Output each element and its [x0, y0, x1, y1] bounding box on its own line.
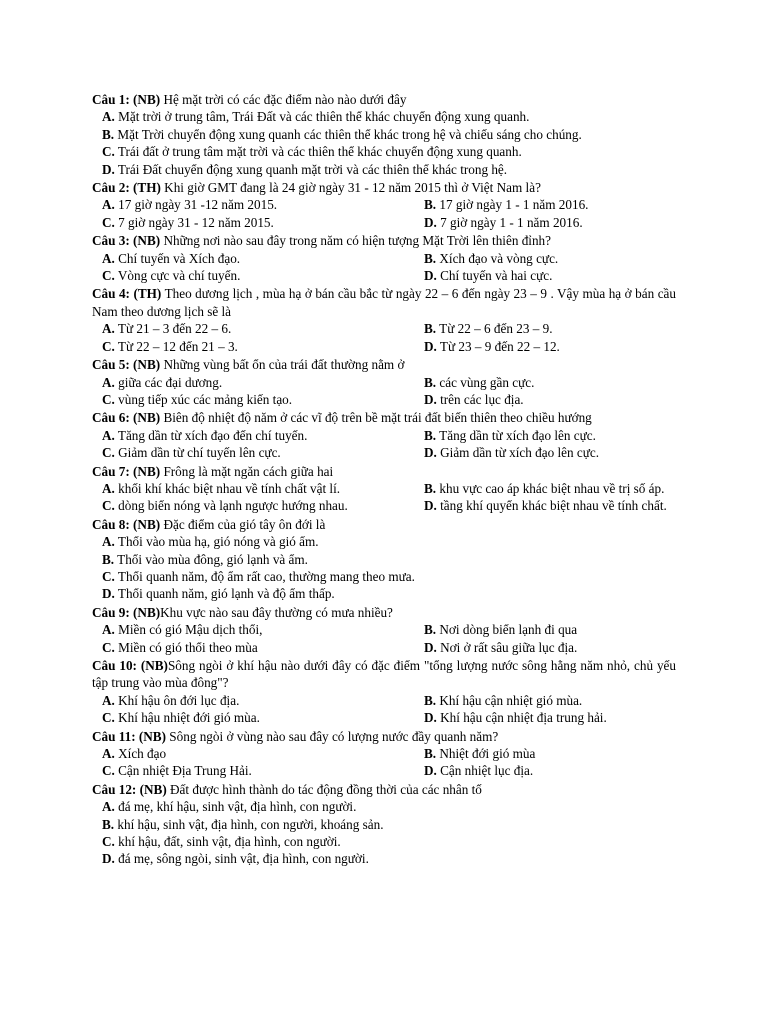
question-label: Câu 9: (NB) [92, 604, 161, 620]
option-b: B. khí hậu, sinh vật, địa hình, con người, khoáng sản. [102, 816, 384, 832]
option-c: C. Vòng cực và chí tuyến. [102, 268, 241, 284]
question-label: Câu 8: (NB) [92, 516, 161, 532]
option-d: D. tầng khí quyển khác biệt nhau về tính chất. [424, 498, 667, 514]
question-label: Câu 10: (NB) [92, 658, 168, 673]
question-3 [92, 232, 676, 284]
question-text: Sông ngòi ở khí hậu nào dưới đây có đặc điểm "tổng lượng nước sông hằng năm nhỏ, chủ yếu tập trung vào mùa đông"? [92, 658, 676, 691]
option-c: C. vùng tiếp xúc các mảng kiến tạo. [102, 391, 293, 407]
question-text: Đất được hình thành do tác động đồng thời của các nhân tố [170, 781, 482, 797]
option-d: D. Thổi quanh năm, gió lạnh và độ ẩm thấp. [102, 586, 335, 602]
question-label: Câu 12: (NB) [92, 781, 167, 797]
question-label: Câu 7: (NB) [92, 463, 161, 479]
question-2 [92, 179, 676, 231]
option-b: B. khu vực cao áp khác biệt nhau về trị số áp. [424, 480, 665, 496]
option-a: A. Miền có gió Mậu dịch thổi, [102, 622, 263, 638]
option-a: A. đá mẹ, khí hậu, sinh vật, địa hình, con người. [102, 799, 357, 815]
option-a: A. Xích đạo [102, 746, 167, 762]
option-d: D. 7 giờ ngày 1 - 1 năm 2016. [424, 214, 583, 230]
option-c: C. Giảm dần từ chí tuyến lên cực. [102, 445, 281, 461]
question-text: Khi giờ GMT đang là 24 giờ ngày 31 - 12 năm 2015 thì ở Việt Nam là? [164, 180, 541, 196]
question-text: Sông ngòi ở vùng nào sau đây có lượng nước đầy quanh năm? [169, 728, 499, 744]
option-d: D. Trái Đất chuyển động xung quanh mặt trời và các thiên thể khác trong hệ. [102, 161, 508, 177]
option-a: A. Thổi vào mùa hạ, gió nóng và gió ẩm. [102, 534, 319, 550]
option-c: C. Thổi quanh năm, độ ẩm rất cao, thường mang theo mưa. [102, 568, 415, 584]
option-d: D. Nơi ở rất sâu giữa lục địa. [424, 639, 578, 655]
question-text: Frông là mặt ngăn cách giữa hai [163, 463, 334, 479]
question-text: Đặc điểm của gió tây ôn đới là [163, 516, 326, 532]
option-c: C. Từ 22 – 12 đến 21 – 3. [102, 338, 238, 354]
question-text: Theo dương lịch , mùa hạ ở bán cầu bắc từ ngày 22 – 6 đến ngày 23 – 9 . Vậy mùa hạ ở bán cầu Nam theo dương lịch sẽ là [92, 286, 676, 319]
option-b: B. Tăng dần từ xích đạo lên cực. [424, 427, 596, 443]
option-d: D. đá mẹ, sông ngòi, sinh vật, địa hình, con người. [102, 851, 369, 867]
option-b: B. các vùng gần cực. [424, 374, 535, 390]
question-10 [92, 657, 676, 727]
question-label: Câu 1: (NB) [92, 92, 161, 107]
option-a: A. 17 giờ ngày 31 -12 năm 2015. [102, 197, 278, 213]
option-d: D. Giảm dần từ xích đạo lên cực. [424, 445, 600, 461]
option-b: B. Mặt Trời chuyển động xung quanh các thiên thể khác trong hệ và chiếu sáng cho chúng. [102, 126, 582, 142]
option-a: A. Từ 21 – 3 đến 22 – 6. [102, 321, 232, 337]
question-9 [92, 604, 676, 656]
option-a: A. giữa các đại dương. [102, 374, 223, 390]
option-d: D. Từ 23 – 9 đến 22 – 12. [424, 338, 560, 354]
option-d: D. Chí tuyến và hai cực. [424, 268, 553, 284]
question-text: Những nơi nào sau đây trong năm có hiện tượng Mặt Trời lên thiên đỉnh? [163, 233, 552, 249]
question-8 [92, 516, 676, 603]
option-c: C. khí hậu, đất, sinh vật, địa hình, con người. [102, 834, 341, 850]
option-b: B. Nhiệt đới gió mùa [424, 746, 536, 762]
question-label: Câu 6: (NB) [92, 410, 161, 426]
question-text: Khu vực nào sau đây thường có mưa nhiều? [160, 604, 393, 620]
question-5 [92, 356, 676, 408]
question-text: Những vùng bất ổn của trái đất thường nằm ở [163, 357, 405, 373]
option-b: B. Xích đạo và vòng cực. [424, 250, 559, 266]
option-a: A. khối khí khác biệt nhau về tính chất vật lí. [102, 480, 341, 496]
question-label: Câu 4: (TH) [92, 286, 162, 302]
option-b: B. Nơi dòng biển lạnh đi qua [424, 622, 578, 638]
option-d: D. trên các lục địa. [424, 391, 524, 407]
option-a: A. Khí hậu ôn đới lục địa. [102, 692, 240, 708]
option-c: C. Cận nhiệt Địa Trung Hải. [102, 763, 252, 779]
question-6 [92, 409, 676, 461]
option-c: C. Khí hậu nhiệt đới gió mùa. [102, 710, 260, 726]
question-11 [92, 728, 676, 780]
question-1 [92, 91, 676, 178]
option-d: D. Cận nhiệt lục địa. [424, 763, 534, 779]
option-b: B. Thổi vào mùa đông, gió lạnh và ẩm. [102, 551, 308, 567]
option-a: A. Mặt trời ở trung tâm, Trái Đất và các thiên thể khác chuyển động xung quanh. [102, 109, 530, 125]
question-label: Câu 5: (NB) [92, 357, 161, 373]
option-c: C. dòng biển nóng và lạnh ngược hướng nhau. [102, 498, 348, 514]
question-label: Câu 2: (TH) [92, 180, 161, 196]
option-c: C. 7 giờ ngày 31 - 12 năm 2015. [102, 214, 274, 230]
option-b: B. Từ 22 – 6 đến 23 – 9. [424, 321, 553, 337]
question-7 [92, 463, 676, 515]
option-b: B. Khí hậu cận nhiệt gió mùa. [424, 692, 583, 708]
option-d: D. Khí hậu cận nhiệt địa trung hải. [424, 710, 607, 726]
option-a: A. Chí tuyến và Xích đạo. [102, 250, 241, 266]
question-text: Hệ mặt trời có các đặc điểm nào nào dưới đây [163, 92, 407, 107]
question-label: Câu 3: (NB) [92, 233, 161, 249]
option-b: B. 17 giờ ngày 1 - 1 năm 2016. [424, 197, 589, 213]
question-12 [92, 781, 676, 868]
option-c: C. Miền có gió thổi theo mùa [102, 639, 258, 655]
question-4 [92, 285, 676, 355]
question-text: Biên độ nhiệt độ năm ở các vĩ độ trên bề mặt trái đất biến thiên theo chiều hướng [163, 410, 592, 426]
question-label: Câu 11: (NB) [92, 728, 166, 744]
option-c: C. Trái đất ở trung tâm mặt trời và các thiên thể khác chuyển động xung quanh. [102, 144, 522, 160]
option-a: A. Tăng dần từ xích đạo đến chí tuyến. [102, 427, 308, 443]
question-list [92, 91, 676, 869]
